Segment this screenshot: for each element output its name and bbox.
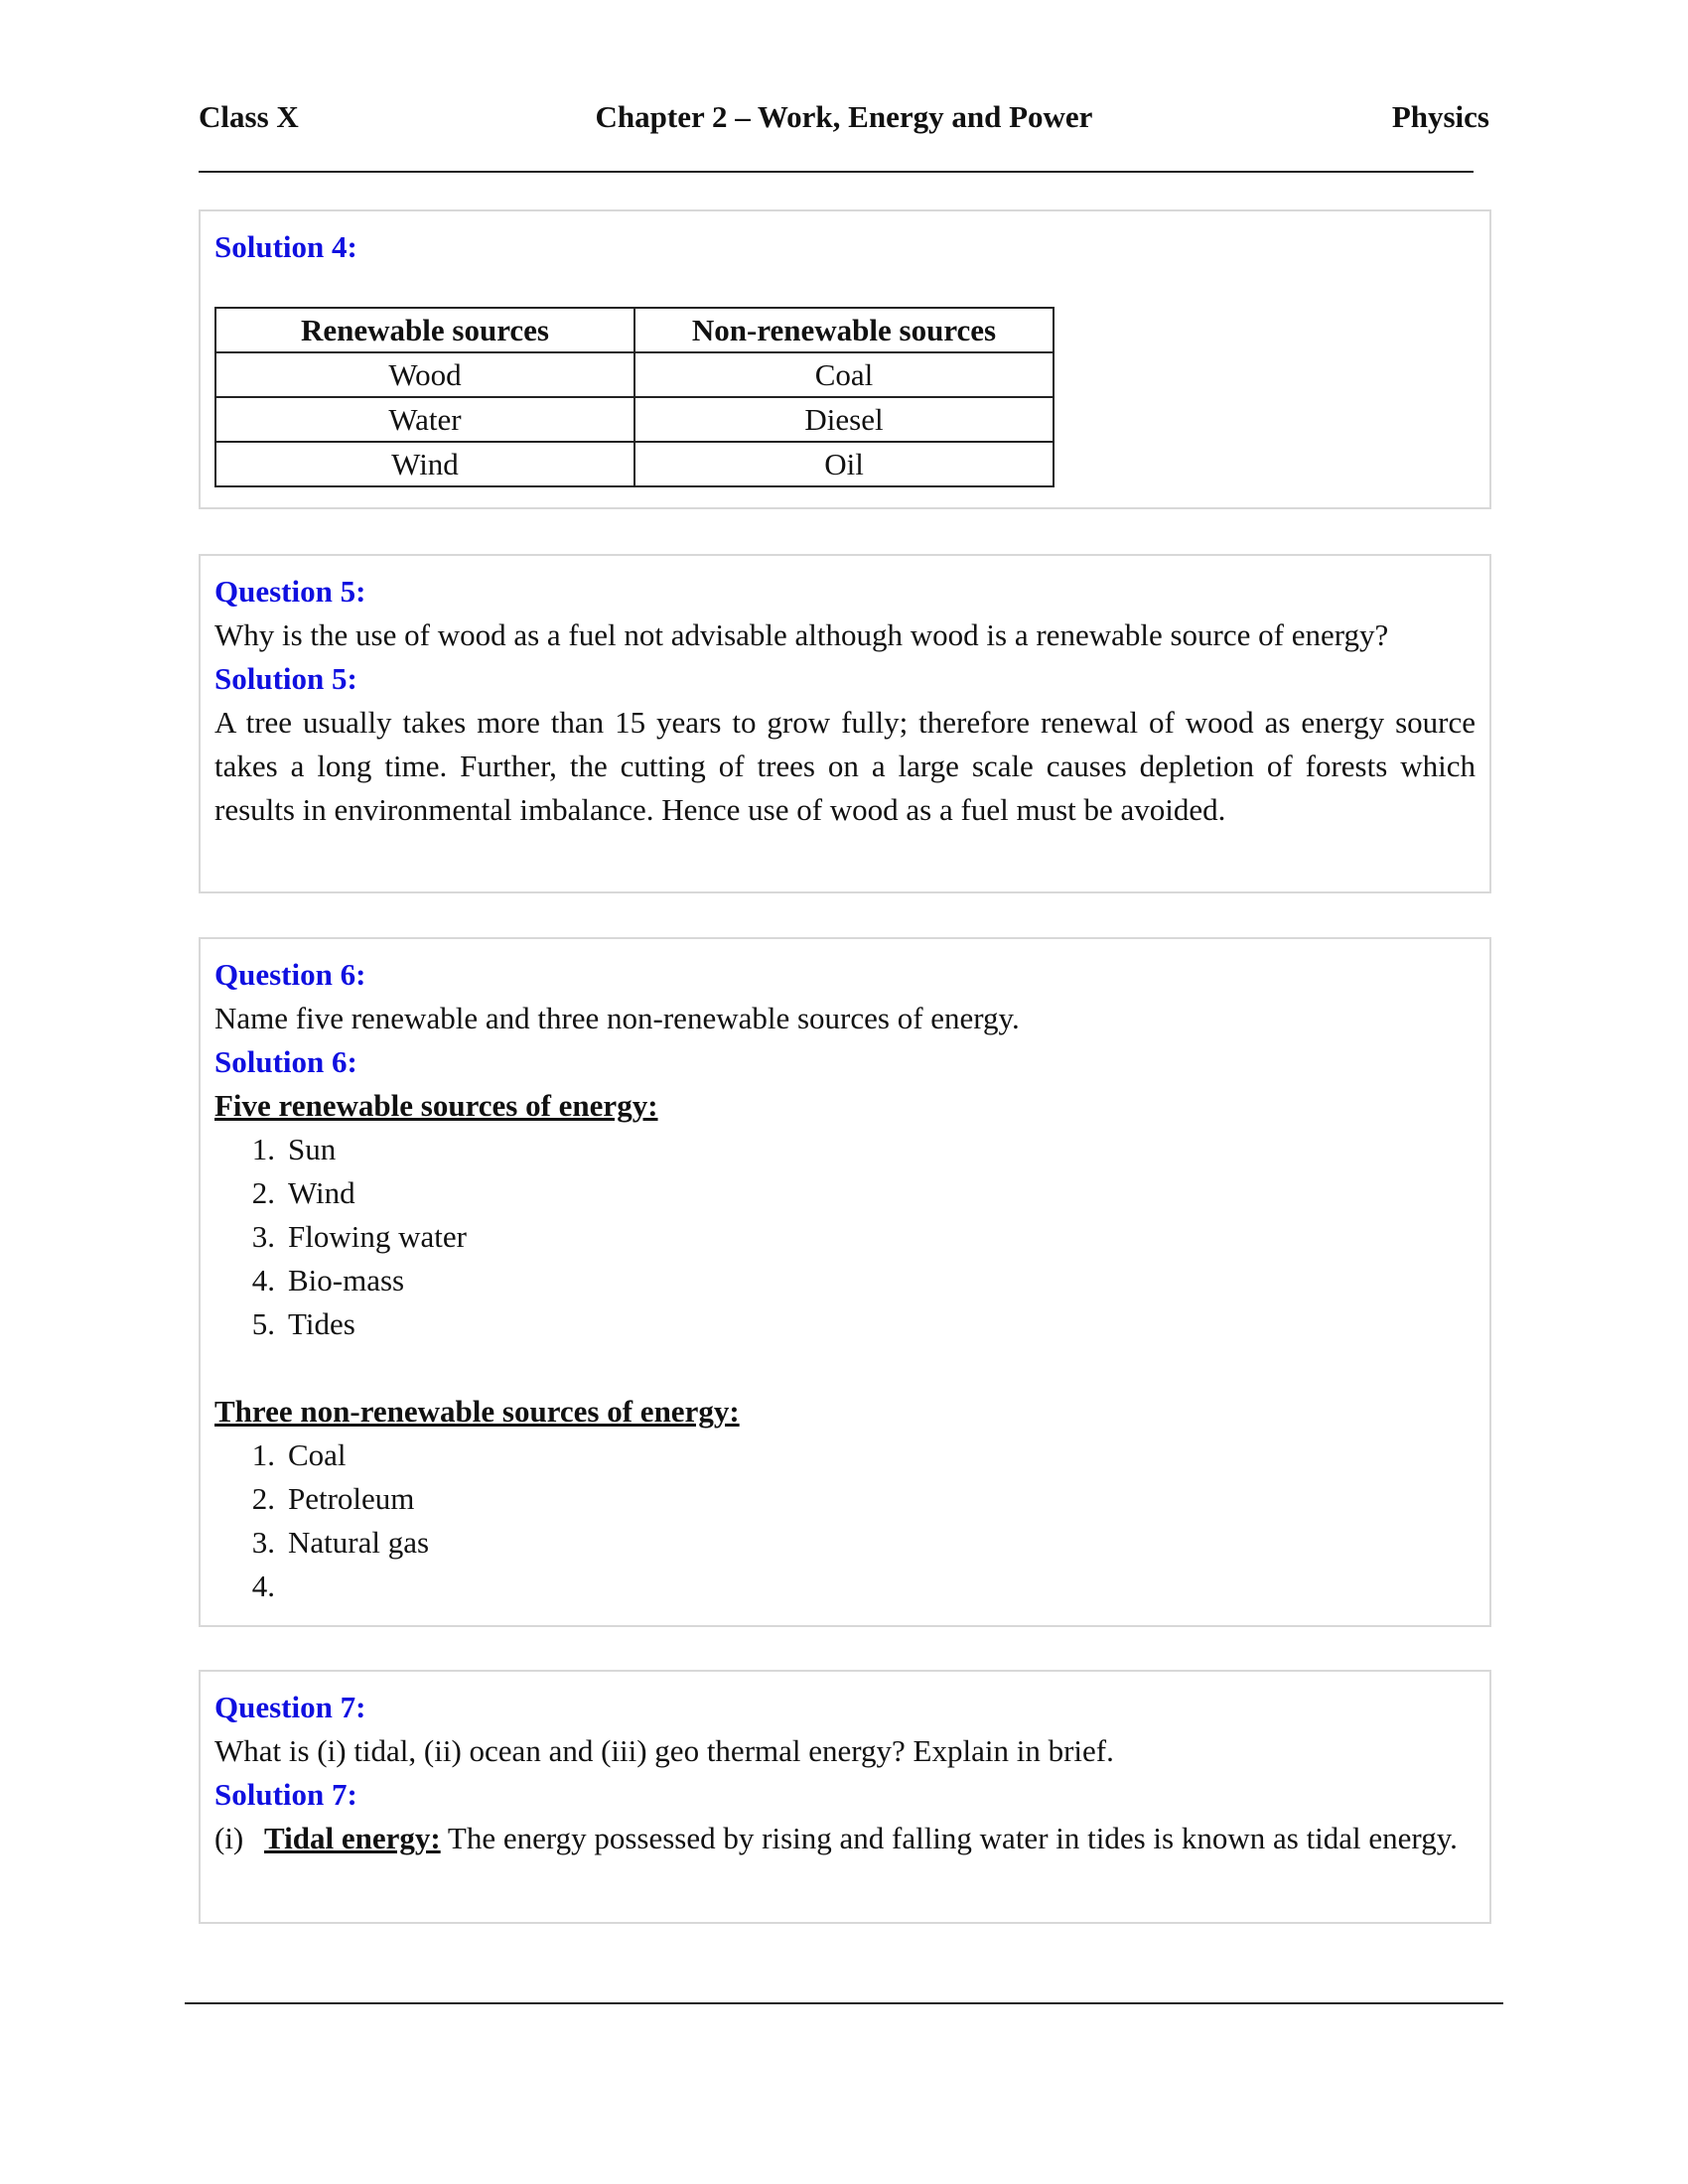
question-5-label: Question 5:: [214, 574, 366, 609]
header-chapter-title: Chapter 2 – Work, Energy and Power: [595, 99, 1093, 134]
tidal-energy-term: Tidal energy:: [264, 1821, 441, 1855]
list-number: 3.: [251, 1525, 275, 1560]
list-number: 3.: [251, 1219, 275, 1254]
list-item: [214, 1565, 1476, 1608]
list-text: Sun: [288, 1132, 337, 1166]
list-text: Natural gas: [288, 1525, 430, 1560]
question-5-card: [199, 554, 1491, 893]
table-cell: Oil: [634, 442, 1054, 486]
item-marker: (i): [214, 1821, 244, 1855]
solution-5-label: Solution 5:: [214, 661, 357, 696]
question-6-card: [199, 937, 1491, 1627]
question-7-label: Question 7:: [214, 1690, 366, 1724]
renewable-heading: Five renewable sources of energy:: [214, 1088, 658, 1123]
list-number: 4.: [251, 1263, 275, 1297]
solution-5-text: A tree usually takes more than 15 years to grow fully; therefore renewal of wood as energy source takes a long time. Further, the cutting of trees on a large scale causes depletion of forests which results in environmental imbalance. Hence use of wood as a fuel must be avoided.: [214, 705, 1476, 827]
list-text: Bio-mass: [288, 1263, 405, 1297]
list-number: 5.: [251, 1306, 275, 1341]
list-number: 1.: [251, 1437, 275, 1472]
list-item: [214, 1259, 1476, 1302]
table-cell: Coal: [634, 352, 1054, 397]
nonrenewable-list: [214, 1433, 1476, 1608]
header-rule: [199, 171, 1474, 173]
header-subject: Physics: [1391, 99, 1489, 134]
renewable-list: [214, 1128, 1476, 1346]
list-item: [214, 1215, 1476, 1259]
list-number: 2.: [251, 1175, 275, 1210]
solution-7-label: Solution 7:: [214, 1777, 357, 1812]
list-number: 1.: [251, 1132, 275, 1166]
table-cell: Wood: [215, 352, 634, 397]
solution-4-card: [199, 209, 1491, 509]
list-spacer: [214, 1346, 1476, 1390]
list-item: [214, 1302, 1476, 1346]
list-text: Flowing water: [288, 1219, 467, 1254]
solution-7-item: [214, 1817, 1476, 1860]
question-6-label: Question 6:: [214, 957, 366, 992]
nonrenewable-heading: Three non-renewable sources of energy:: [214, 1394, 740, 1429]
solution-4-label: Solution 4:: [214, 229, 357, 264]
list-item: [214, 1128, 1476, 1171]
list-text: Wind: [288, 1175, 355, 1210]
page-header: [199, 99, 1489, 139]
question-7-text: What is (i) tidal, (ii) ocean and (iii) geo thermal energy? Explain in brief.: [214, 1733, 1114, 1768]
question-6-text: Name five renewable and three non-renewable sources of energy.: [214, 1001, 1020, 1035]
list-text: Tides: [288, 1306, 355, 1341]
item-body: [264, 1817, 1476, 1860]
table-cell: Wind: [215, 442, 634, 486]
list-text: Coal: [288, 1437, 347, 1472]
table-cell: Diesel: [634, 397, 1054, 442]
list-number: 2.: [251, 1481, 275, 1516]
list-item: [214, 1171, 1476, 1215]
table-row: [215, 397, 1054, 442]
table-header-renewable: Renewable sources: [215, 308, 634, 352]
solution-6-label: Solution 6:: [214, 1044, 357, 1079]
table-cell: Water: [215, 397, 634, 442]
list-item: [214, 1521, 1476, 1565]
table-header-row: [215, 308, 1054, 352]
table-row: [215, 352, 1054, 397]
footer-rule: [185, 2002, 1503, 2004]
list-item: [214, 1477, 1476, 1521]
tidal-energy-text: The energy possessed by rising and falling water in tides is known as tidal energy.: [440, 1821, 1458, 1855]
table-header-nonrenewable: Non-renewable sources: [634, 308, 1054, 352]
list-text: Petroleum: [288, 1481, 415, 1516]
list-number: 4.: [251, 1569, 275, 1603]
question-5-text: Why is the use of wood as a fuel not advisable although wood is a renewable source of energy?: [214, 617, 1389, 652]
energy-sources-table: [214, 307, 1055, 487]
table-row: [215, 442, 1054, 486]
question-7-card: [199, 1670, 1491, 1924]
list-item: [214, 1433, 1476, 1477]
list-text: [276, 1565, 288, 1608]
header-class: Class X: [199, 99, 299, 134]
